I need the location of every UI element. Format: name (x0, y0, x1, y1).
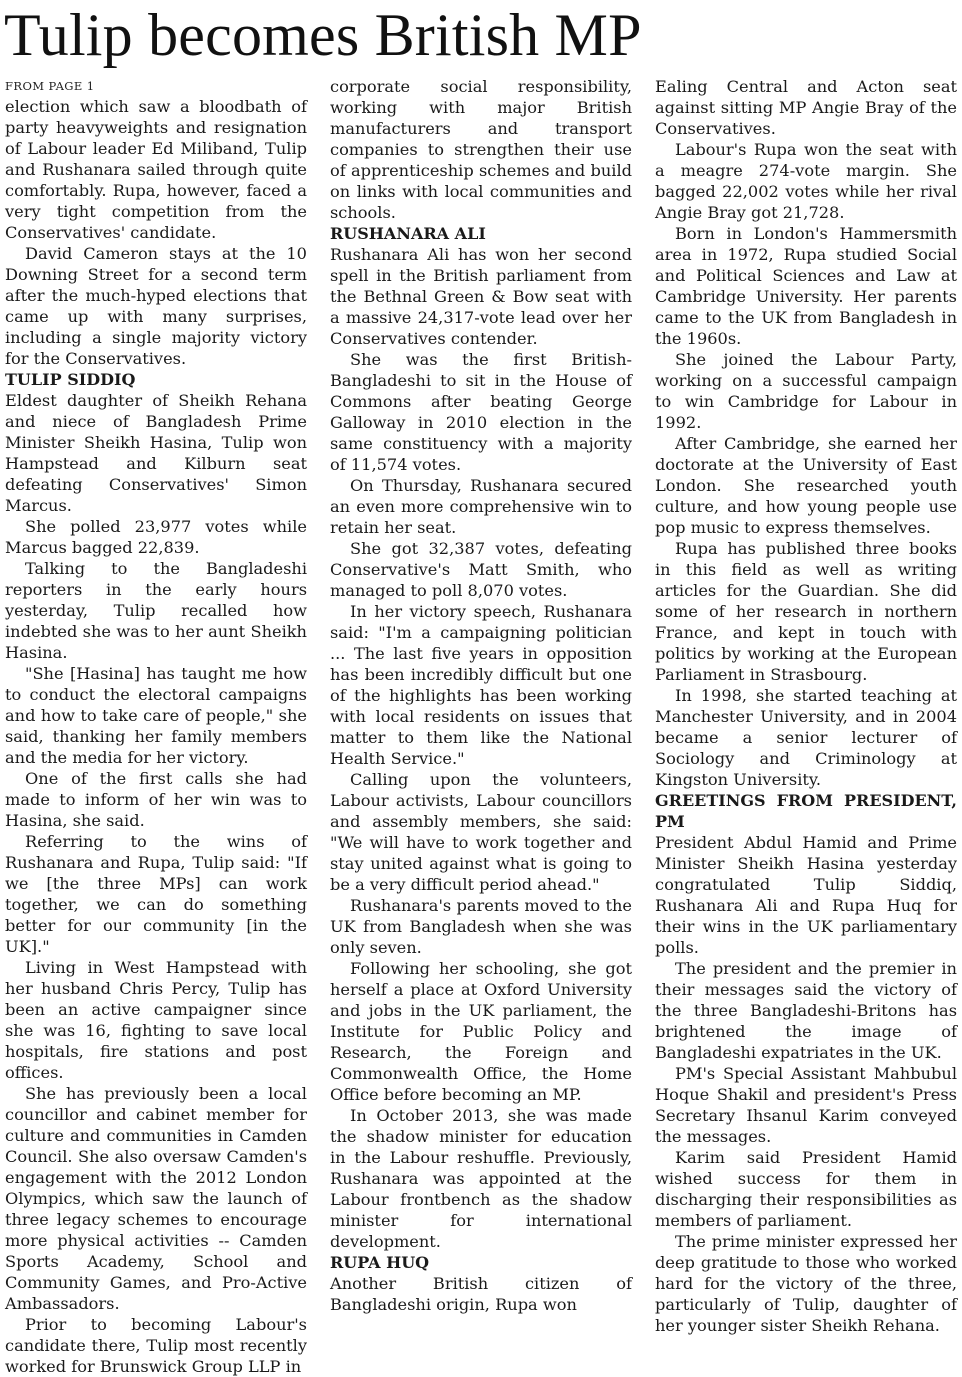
headline: Tulip becomes British MP (4, 2, 642, 68)
paragraph: She was the first British-Bangladeshi to sit in the House of Commons after beating George Galloway in 2010 election in the same constituency with a majority of 11,574 votes. (330, 350, 632, 474)
paragraph: She has previously been a local councillor and cabinet member for culture and communities in Camden Council. She also oversaw Camden's engagement with the 2012 London Olympics, which saw the launch of three legacy schemes to encourage more physical activities -- Camden Sports Academy, School and Community Games, and Pro-Active Ambassadors. (5, 1084, 307, 1313)
paragraph: PM's Special Assistant Mahbubul Hoque Shakil and president's Press Secretary Ihsanul Karim conveyed the messages. (655, 1064, 957, 1146)
paragraph: Born in London's Hammersmith area in 1972, Rupa studied Social and Political Sciences and Law at Cambridge University. Her parents came to the UK from Bangladesh in the 1960s. (655, 224, 957, 348)
paragraph: Karim said President Hamid wished success for them in discharging their responsibilities as members of parliament. (655, 1148, 957, 1230)
subheading-rupa-huq: RUPA HUQ (330, 1253, 430, 1272)
paragraph: After Cambridge, she earned her doctorate at the University of East London. She researched youth culture, and how young people use pop music to express themselves. (655, 434, 957, 537)
paragraph: election which saw a bloodbath of party heavyweights and resignation of Labour leader Ed Miliband, Tulip and Rushanara sailed through quite comfortably. Rupa, however, faced a very tight competition from the Conservatives' candidate. (5, 97, 307, 242)
paragraph: Rupa has published three books in this field as well as writing articles for the Guardian. She did some of her research in northern France, and kept in touch with politics by working at the European Parliament in Strasbourg. (655, 539, 957, 684)
subheading-greetings: GREETINGS FROM PRESIDENT, PM (655, 791, 957, 831)
paragraph: Living in West Hampstead with her husband Chris Percy, Tulip has been an active campaigner since she was 16, fighting to save local hospitals, fire stations and post offices. (5, 958, 307, 1082)
paragraph: Referring to the wins of Rushanara and Rupa, Tulip said: "If we [the three MPs] can work together, we can do something better for our community [in the UK]." (5, 832, 307, 956)
column-2 (330, 76, 632, 1316)
paragraph: The president and the premier in their messages said the victory of the three Bangladeshi-Britons has brightened the image of Bangladeshi expatriates in the UK. (655, 959, 957, 1062)
paragraph: corporate social responsibility, working with major British manufacturers and transport companies to strengthen their use of apprenticeship schemes and build on links with local communities and schools. (330, 77, 632, 222)
paragraph: She got 32,387 votes, defeating Conservative's Matt Smith, who managed to poll 8,070 votes. (330, 539, 632, 600)
paragraph: President Abdul Hamid and Prime Minister Sheikh Hasina yesterday congratulated Tulip Siddiq, Rushanara Ali and Rupa Huq for their wins in the UK parliamentary polls. (655, 833, 957, 957)
column-1 (5, 76, 307, 1376)
paragraph: Calling upon the volunteers, Labour activists, Labour councillors and assembly members, she said: "We will have to work together and stay united against what is going to be a very difficult period ahead." (330, 770, 632, 894)
paragraph: David Cameron stays at the 10 Downing Street for a second term after the much-hyped elections that came up with many surprises, including a single majority victory for the Conservatives. (5, 244, 307, 368)
paragraph: Rushanara Ali has won her second spell in the British parliament from the Bethnal Green & Bow seat with a massive 24,317-vote lead over her Conservatives contender. (330, 245, 632, 348)
column-3 (655, 76, 957, 1335)
paragraph: "She [Hasina] has taught me how to conduct the electoral campaigns and how to take care of people," she said, thanking her family members and the media for her victory. (5, 664, 307, 767)
paragraph: Another British citizen of Bangladeshi origin, Rupa won (330, 1274, 632, 1314)
article-columns (5, 76, 957, 1376)
paragraph: In October 2013, she was made the shadow minister for education in the Labour reshuffle. Previously, Rushanara was appointed at the Labour frontbench as the shadow minister for international development. (330, 1106, 632, 1251)
paragraph: Eldest daughter of Sheikh Rehana and niece of Bangladesh Prime Minister Sheikh Hasina, Tulip won Hampstead and Kilburn seat defeating Conservatives' Simon Marcus. (5, 391, 307, 515)
paragraph: Prior to becoming Labour's candidate there, Tulip most recently worked for Brunswick Group LLP in (5, 1315, 307, 1376)
paragraph: Talking to the Bangladeshi reporters in the early hours yesterday, Tulip recalled how indebted she was to her aunt Sheikh Hasina. (5, 559, 307, 662)
paragraph: Following her schooling, she got herself a place at Oxford University and jobs in the UK parliament, the Institute for Public Policy and Research, the Foreign and Commonwealth Office, the Home Office before becoming an MP. (330, 959, 632, 1104)
paragraph: On Thursday, Rushanara secured an even more comprehensive win to retain her seat. (330, 476, 632, 537)
paragraph: Ealing Central and Acton seat against sitting MP Angie Bray of the Conservatives. (655, 77, 957, 138)
paragraph: The prime minister expressed her deep gratitude to those who worked hard for the victory of the three, particularly of Tulip, daughter of her younger sister Sheikh Rehana. (655, 1232, 957, 1335)
subheading-rushanara-ali: RUSHANARA ALI (330, 224, 486, 243)
subheading-tulip-siddiq: TULIP SIDDIQ (5, 370, 136, 389)
paragraph: In her victory speech, Rushanara said: "I'm a campaigning politician ... The last five years in opposition has been incredibly difficult but one of the highlights has been working with local residents on issues that matter to them like the National Health Service." (330, 602, 632, 768)
paragraph: In 1998, she started teaching at Manchester University, and in 2004 became a senior lecturer of Sociology and Criminology at Kingston University. (655, 686, 957, 789)
jump-line: FROM PAGE 1 (5, 79, 95, 93)
paragraph: She polled 23,977 votes while Marcus bagged 22,839. (5, 517, 307, 557)
paragraph: She joined the Labour Party, working on a successful campaign to win Cambridge for Labour in 1992. (655, 350, 957, 432)
paragraph: Rushanara's parents moved to the UK from Bangladesh when she was only seven. (330, 896, 632, 957)
paragraph: One of the first calls she had made to inform of her win was to Hasina, she said. (5, 769, 307, 830)
paragraph: Labour's Rupa won the seat with a meagre 274-vote margin. She bagged 22,002 votes while her rival Angie Bray got 21,728. (655, 140, 957, 222)
